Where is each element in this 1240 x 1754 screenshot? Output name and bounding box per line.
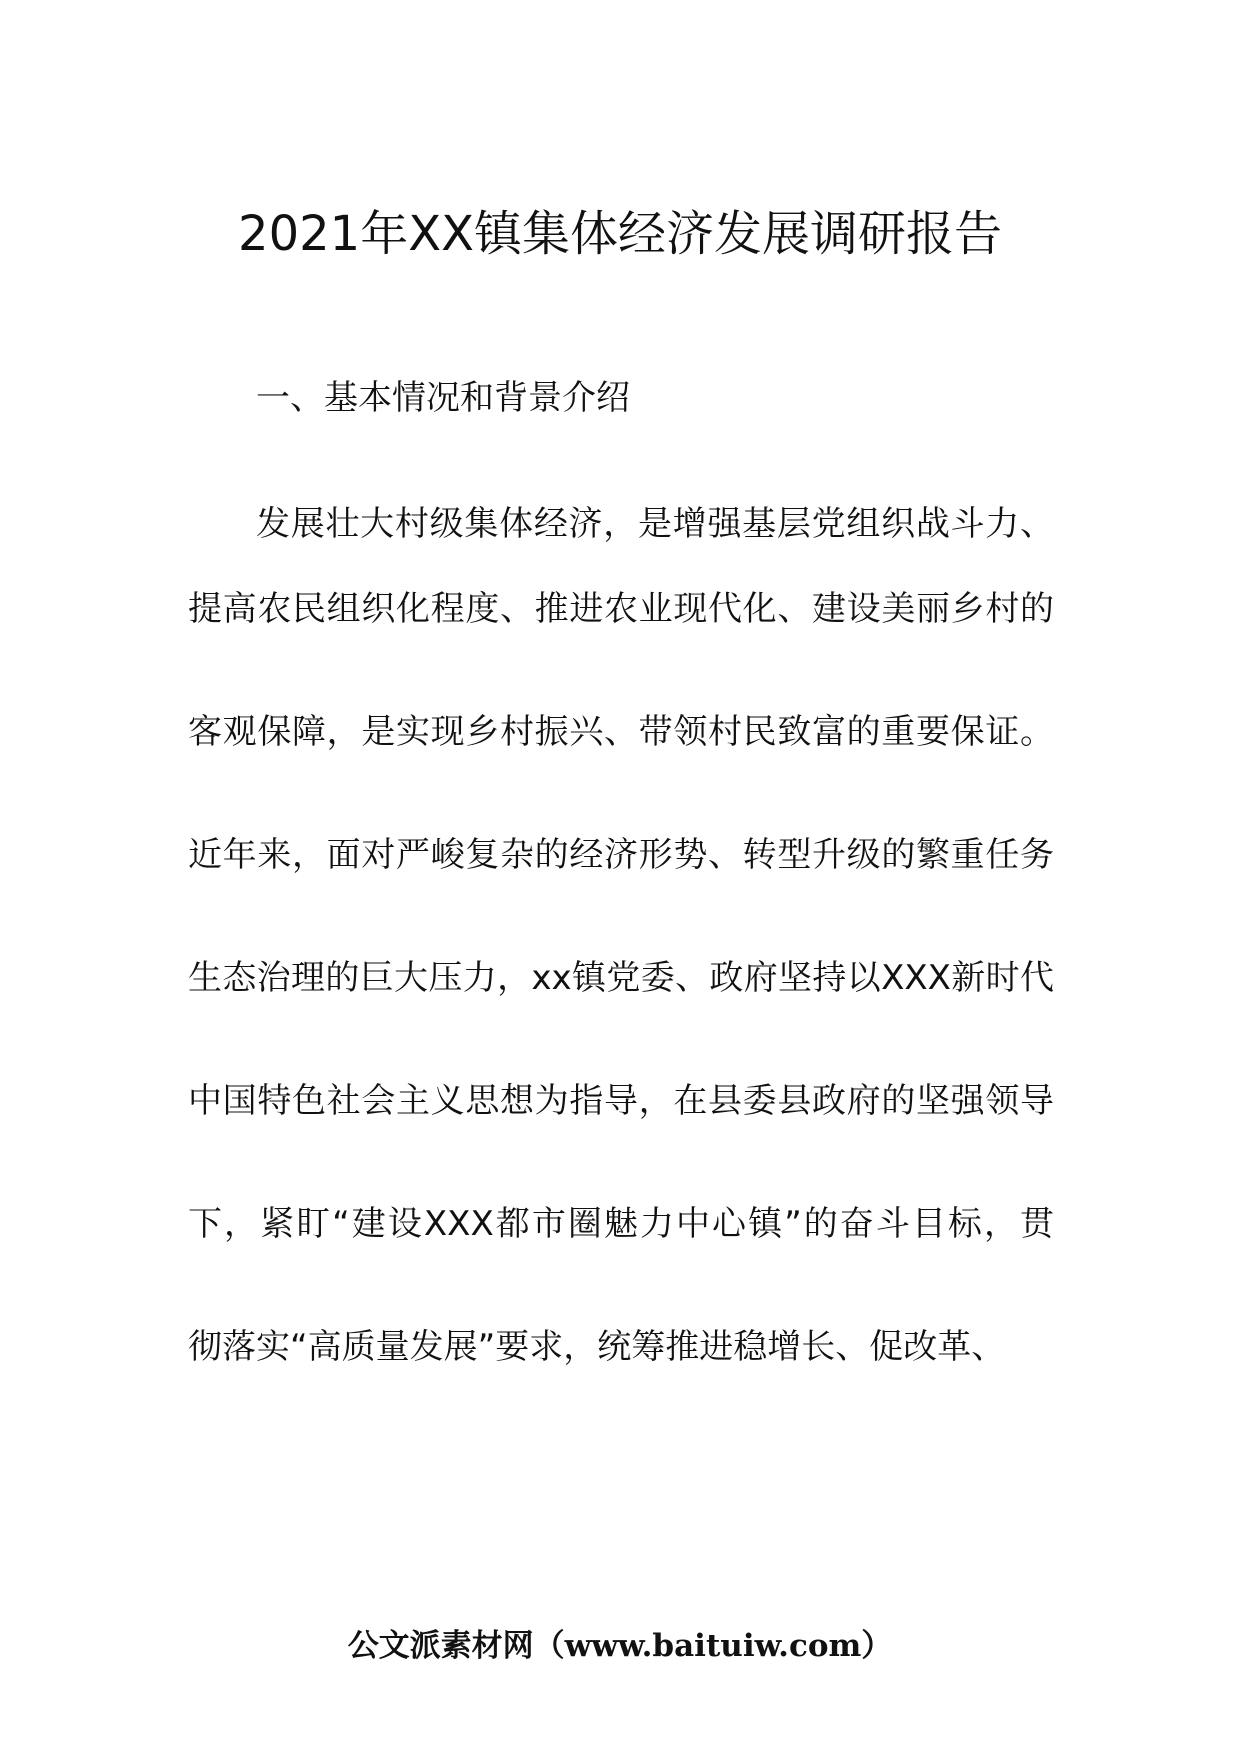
page-footer-watermark: 公文派素材网（www.baituiw.com）	[347, 1628, 893, 1664]
paragraph-line-4: 近年来，面对严峻复杂的经济形势、转型升级的繁重任务	[188, 835, 1054, 875]
paragraph-line-1: 发展壮大村级集体经济，是增强基层党组织战斗力、	[256, 504, 1054, 544]
paragraph-line-5: 生态治理的巨大压力，xx镇党委、政府坚持以XXX新时代	[188, 958, 1054, 998]
paragraph-line-2: 提高农民组织化程度、推进农业现代化、建设美丽乡村的	[188, 589, 1054, 629]
section-heading: 一、基本情况和背景介绍	[256, 378, 630, 418]
paragraph-line-3: 客观保障，是实现乡村振兴、带领村民致富的重要保证。	[188, 712, 1054, 752]
document-title: 2021年XX镇集体经济发展调研报告	[238, 206, 1002, 262]
paragraph-line-8: 彻落实“高质量发展”要求，统筹推进稳增长、促改革、	[188, 1327, 1006, 1367]
paragraph-line-7: 下，紧盯“建设XXX都市圈魅力中心镇”的奋斗目标，贯	[188, 1204, 1054, 1244]
paragraph-line-6: 中国特色社会主义思想为指导，在县委县政府的坚强领导	[188, 1081, 1054, 1121]
